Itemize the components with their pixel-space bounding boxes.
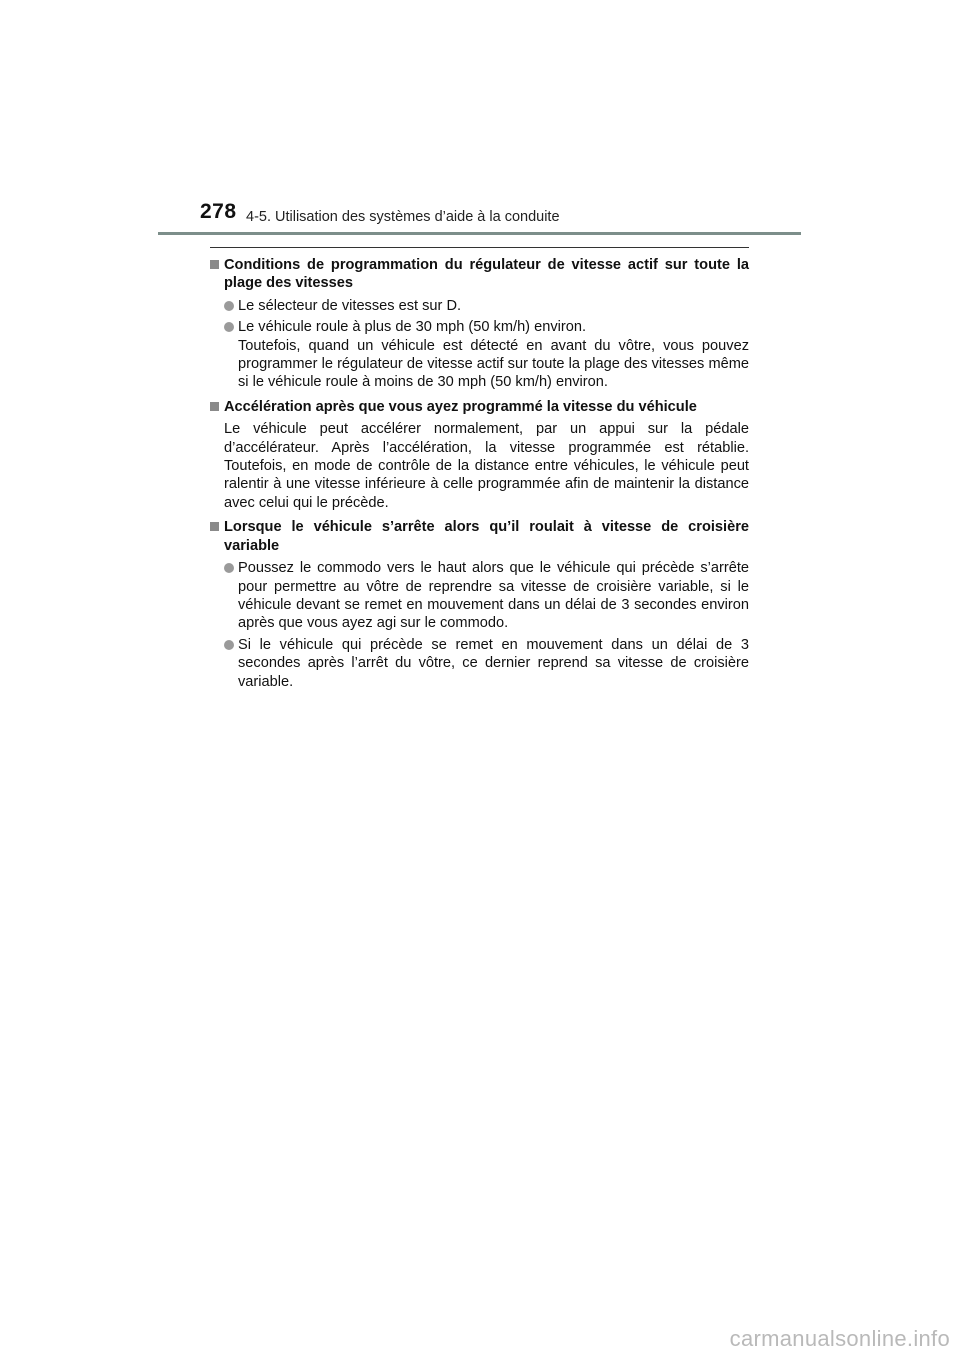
circle-bullet-icon xyxy=(224,322,234,332)
paragraph: Le véhicule peut accélérer normalement, par un appui sur la pédale d’accélérateur. Après l’accélération, la vitesse programmée est rétablie. Toutefois, en mode de contrôle de la distance entre véhicules, le véhicule peut ralentir à une vitesse inférieure à celle programmée afin de maintenir la distance avec celui qui le précède. xyxy=(224,421,749,511)
section-heading-text: Accélération après que vous ayez programmé la vitesse du véhicule xyxy=(224,398,697,415)
list-item-text: Si le véhicule qui précède se remet en mouvement dans un délai de 3 secondes après l’arrêt du vôtre, ce dernier reprend sa vitesse de croisière variable. xyxy=(238,636,749,690)
section-heading xyxy=(210,518,749,555)
list-item-continuation: Toutefois, quand un véhicule est détecté en avant du vôtre, vous pouvez programmer le régulateur de vitesse actif sur toute la plage des vitesses même si le véhicule roule à moins de 30 mph (50 km/h) environ. xyxy=(238,337,749,391)
circle-bullet-icon xyxy=(224,563,234,573)
square-bullet-icon xyxy=(210,260,219,269)
circle-bullet-icon xyxy=(224,301,234,311)
square-bullet-icon xyxy=(210,402,219,411)
list-item xyxy=(210,297,749,315)
list-item-text: Poussez le commodo vers le haut alors que le véhicule qui précède s’arrête pour permettre au vôtre de reprendre sa vitesse de croisière variable, si le véhicule devant se remet en mouvement dans un délai de 3 secondes environ après que vous ayez agi sur le commodo. xyxy=(238,560,749,632)
section-heading xyxy=(210,398,749,416)
header-rule xyxy=(158,232,801,235)
circle-bullet-icon xyxy=(224,640,234,650)
page-number: 278 xyxy=(200,200,237,223)
content-rule xyxy=(210,247,749,248)
section-heading-text: Conditions de programmation du régulateur de vitesse actif sur toute la plage des vitesses xyxy=(224,257,749,292)
list-item-text: Le véhicule roule à plus de 30 mph (50 km/h) environ. xyxy=(238,319,587,336)
list-item-text: Le sélecteur de vitesses est sur D. xyxy=(238,297,462,314)
list-item xyxy=(210,318,749,392)
square-bullet-icon xyxy=(210,522,219,531)
list-item xyxy=(210,559,749,633)
content xyxy=(210,256,749,694)
watermark: carmanualsonline.info xyxy=(729,1326,950,1351)
section-heading xyxy=(210,256,749,293)
section-title: 4-5. Utilisation des systèmes d’aide à la conduite xyxy=(246,209,560,225)
section-heading-text: Lorsque le véhicule s’arrête alors qu’il roulait à vitesse de croisière variable xyxy=(224,519,749,554)
list-item xyxy=(210,636,749,691)
